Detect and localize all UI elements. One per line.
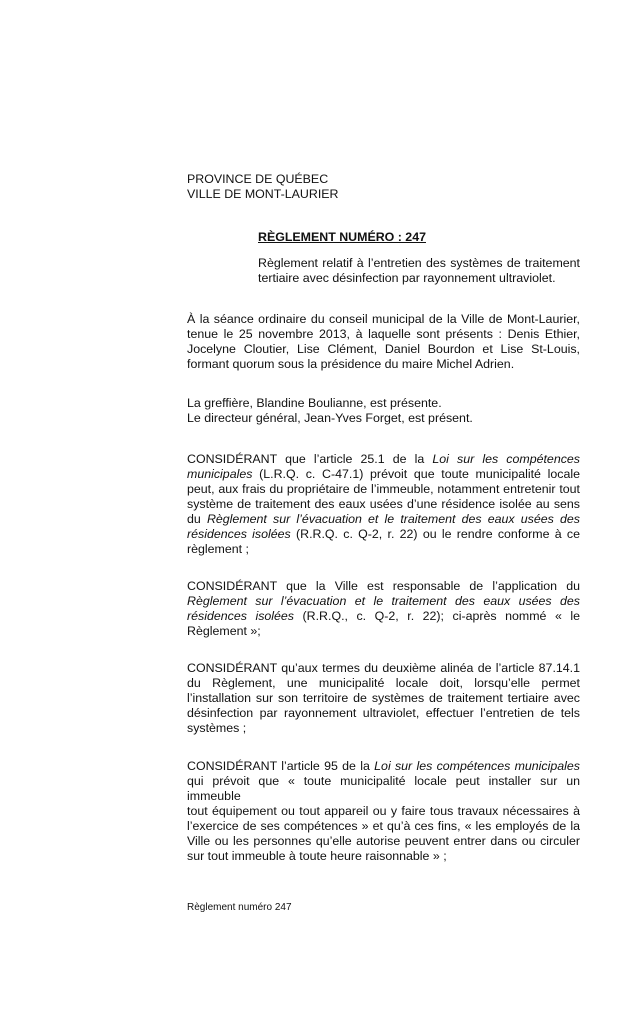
paragraph-line: À la séance ordinaire du conseil municipal de la Ville de Mont-Laurier, — [187, 312, 580, 326]
paragraph-line — [187, 512, 580, 527]
considerant-2 — [187, 579, 580, 639]
italic-run: Loi sur les compétences — [432, 452, 580, 466]
paragraph-line: sur tout immeuble à toute heure raisonnable » ; — [187, 849, 447, 863]
paragraph-line: CONSIDÉRANT qu’aux termes du deuxième alinéa de l’article 87.14.1 — [187, 661, 580, 675]
paragraph-line: formant quorum sous la présidence du maire Michel Adrien. — [187, 357, 515, 371]
province-line: PROVINCE DE QUÉBEC — [187, 172, 329, 186]
paragraph-line: peut, aux frais du propriétaire de l’immeuble, notamment entretenir tout — [187, 482, 580, 496]
paragraph-line: CONSIDÉRANT que la Ville est responsable de l’application du — [187, 579, 580, 593]
paragraph-line — [187, 594, 580, 609]
text-run: CONSIDÉRANT l’article 95 de la — [187, 759, 375, 773]
text-run: CONSIDÉRANT que l’article 25.1 de la — [187, 452, 433, 466]
presences-paragraph — [187, 396, 580, 426]
paragraph-line: tenue le 25 novembre 2013, à laquelle sont présents : Denis Ethier, — [187, 327, 580, 341]
text-run: du — [187, 512, 207, 526]
ville-line: VILLE DE MONT-LAURIER — [187, 187, 339, 201]
text-run: (L.R.Q. c. C-47.1) prévoit que toute municipalité locale — [252, 467, 580, 481]
paragraph-line: systèmes ; — [187, 721, 247, 735]
reglement-subtitle — [258, 256, 580, 286]
paragraph-line: l’installation sur son territoire de systèmes de traitement tertiaire avec — [187, 691, 580, 705]
page-footer: Règlement numéro 247 — [187, 902, 292, 913]
seance-paragraph — [187, 312, 580, 372]
paragraph-line: tout équipement ou tout appareil ou y faire tous travaux nécessaires à — [187, 804, 580, 818]
paragraph-line — [187, 467, 580, 482]
considerant-1 — [187, 452, 580, 557]
considerant-4 — [187, 759, 580, 864]
paragraph-line — [187, 609, 580, 624]
paragraph-line: Jocelyne Cloutier, Lise Clément, Daniel Bourdon et Lise St-Louis, — [187, 342, 580, 356]
italic-run: résidences isolées — [187, 609, 295, 623]
directeur-line: Le directeur général, Jean-Yves Forget, est présent. — [187, 411, 473, 425]
italic-run: Loi sur les compétences municipales — [374, 759, 581, 773]
paragraph-line — [187, 527, 580, 542]
italic-run: municipales — [187, 467, 253, 481]
paragraph-line: du Règlement, une municipalité locale doit, lorsqu’elle permet — [187, 676, 580, 690]
italic-run: résidences isolées — [187, 527, 291, 541]
paragraph-line: système de traitement des eaux usées d’une résidence isolée au sens — [187, 497, 580, 511]
italic-run: Règlement sur l’évacuation et le traitement des eaux usées des — [187, 594, 580, 608]
paragraph-line: règlement ; — [187, 542, 249, 556]
italic-run: Règlement sur l’évacuation et le traitement des eaux usées des — [206, 512, 580, 526]
paragraph-line: désinfection par rayonnement ultraviolet, effectuer l’entretien de tels — [187, 706, 580, 720]
reglement-title: RÈGLEMENT NUMÉRO : 247 — [258, 230, 426, 244]
paragraph-line — [187, 452, 580, 467]
text-run: (R.R.Q., c. Q-2, r. 22); ci-après nommé « le — [294, 609, 580, 623]
subtitle-line: tertiaire avec désinfection par rayonnement ultraviolet. — [258, 271, 556, 285]
paragraph-line — [187, 759, 580, 774]
paragraph-line: qui prévoit que « toute municipalité locale peut installer sur un immeuble — [187, 774, 580, 803]
paragraph-line: Règlement »; — [187, 624, 261, 638]
document-header — [187, 172, 580, 202]
considerant-3 — [187, 661, 580, 736]
paragraph-line: l’exercice de ses compétences » et qu’à ces fins, « les employés de la — [187, 819, 580, 833]
reglement-title-block — [258, 230, 580, 245]
paragraph-line: Ville ou les personnes qu’elle autorise peuvent entrer dans ou circuler — [187, 834, 580, 848]
subtitle-line: Règlement relatif à l’entretien des systèmes de traitement — [258, 256, 580, 270]
greffiere-line: La greffière, Blandine Boulianne, est présente. — [187, 396, 442, 410]
text-run: (R.R.Q. c. Q-2, r. 22) ou le rendre conforme à ce — [290, 527, 580, 541]
